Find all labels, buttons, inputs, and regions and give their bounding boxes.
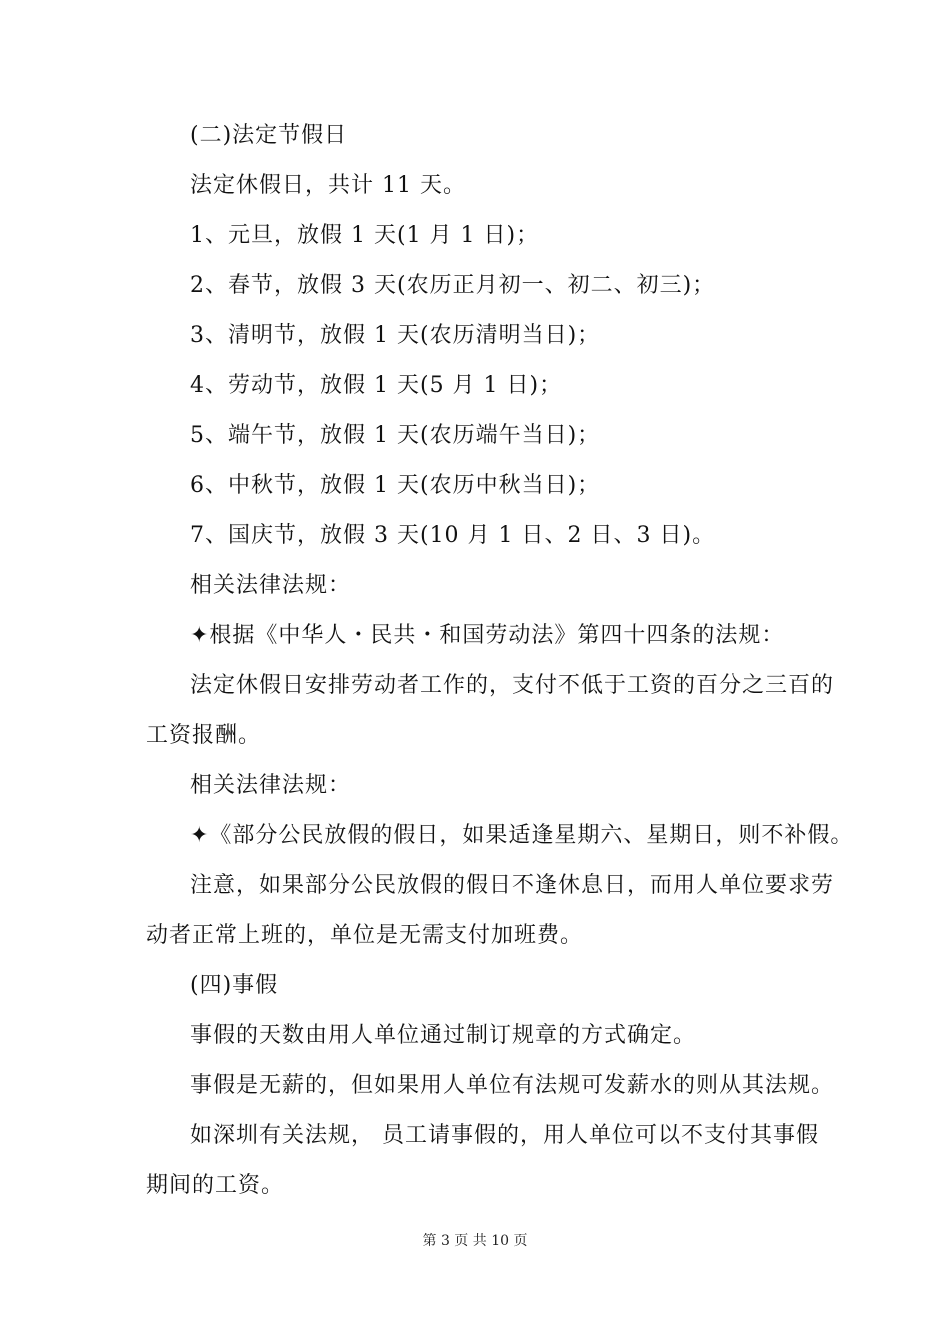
holiday-item: 6、中秋节，放假 1 天(农历中秋当日)； <box>190 473 601 498</box>
document-body <box>146 111 854 1211</box>
paragraph-line: 法定休假日安排劳动者工作的，支付不低于工资的百分之三百的 <box>190 673 835 698</box>
paragraph-line: 如深圳有关法规， 员工请事假的，用人单位可以不支付其事假 <box>190 1123 819 1148</box>
paragraph-line: ✦《部分公民放假的假日，如果适逢星期六、星期日，则不补假。 <box>190 823 854 848</box>
holiday-item: 5、端午节，放假 1 天(农历端午当日)； <box>190 423 601 448</box>
paragraph-line: 注意，如果部分公民放假的假日不逢休息日，而用人单位要求劳 <box>190 873 835 898</box>
paragraph-line: ✦根据《中华人・民共・和国劳动法》第四十四条的法规： <box>190 623 785 648</box>
paragraph-line: 法定休假日，共计 11 天。 <box>190 173 466 198</box>
holiday-item: 2、春节，放假 3 天(农历正月初一、初二、初三)； <box>190 273 716 298</box>
paragraph-line: 工资报酬。 <box>146 723 262 748</box>
paragraph-line: 相关法律法规： <box>190 573 352 598</box>
paragraph-line: 期间的工资。 <box>146 1173 285 1198</box>
holiday-item: 3、清明节，放假 1 天(农历清明当日)； <box>190 323 601 348</box>
section-heading: (二)法定节假日 <box>190 123 348 148</box>
section-heading: (四)事假 <box>190 973 279 998</box>
holiday-item: 7、国庆节，放假 3 天(10 月 1 日、2 日、3 日)。 <box>190 523 716 548</box>
holiday-item: 1、元旦，放假 1 天(1 月 1 日)； <box>190 223 540 248</box>
paragraph-line: 相关法律法规： <box>190 773 352 798</box>
holiday-item: 4、劳动节，放假 1 天(5 月 1 日)； <box>190 373 563 398</box>
paragraph-line: 事假的天数由用人单位通过制订规章的方式确定。 <box>190 1023 697 1048</box>
paragraph-line: 事假是无薪的，但如果用人单位有法规可发薪水的则从其法规。 <box>190 1073 835 1098</box>
paragraph-line: 动者正常上班的，单位是无需支付加班费。 <box>146 923 584 948</box>
page-number-footer: 第 3 页 共 10 页 <box>422 1233 528 1249</box>
